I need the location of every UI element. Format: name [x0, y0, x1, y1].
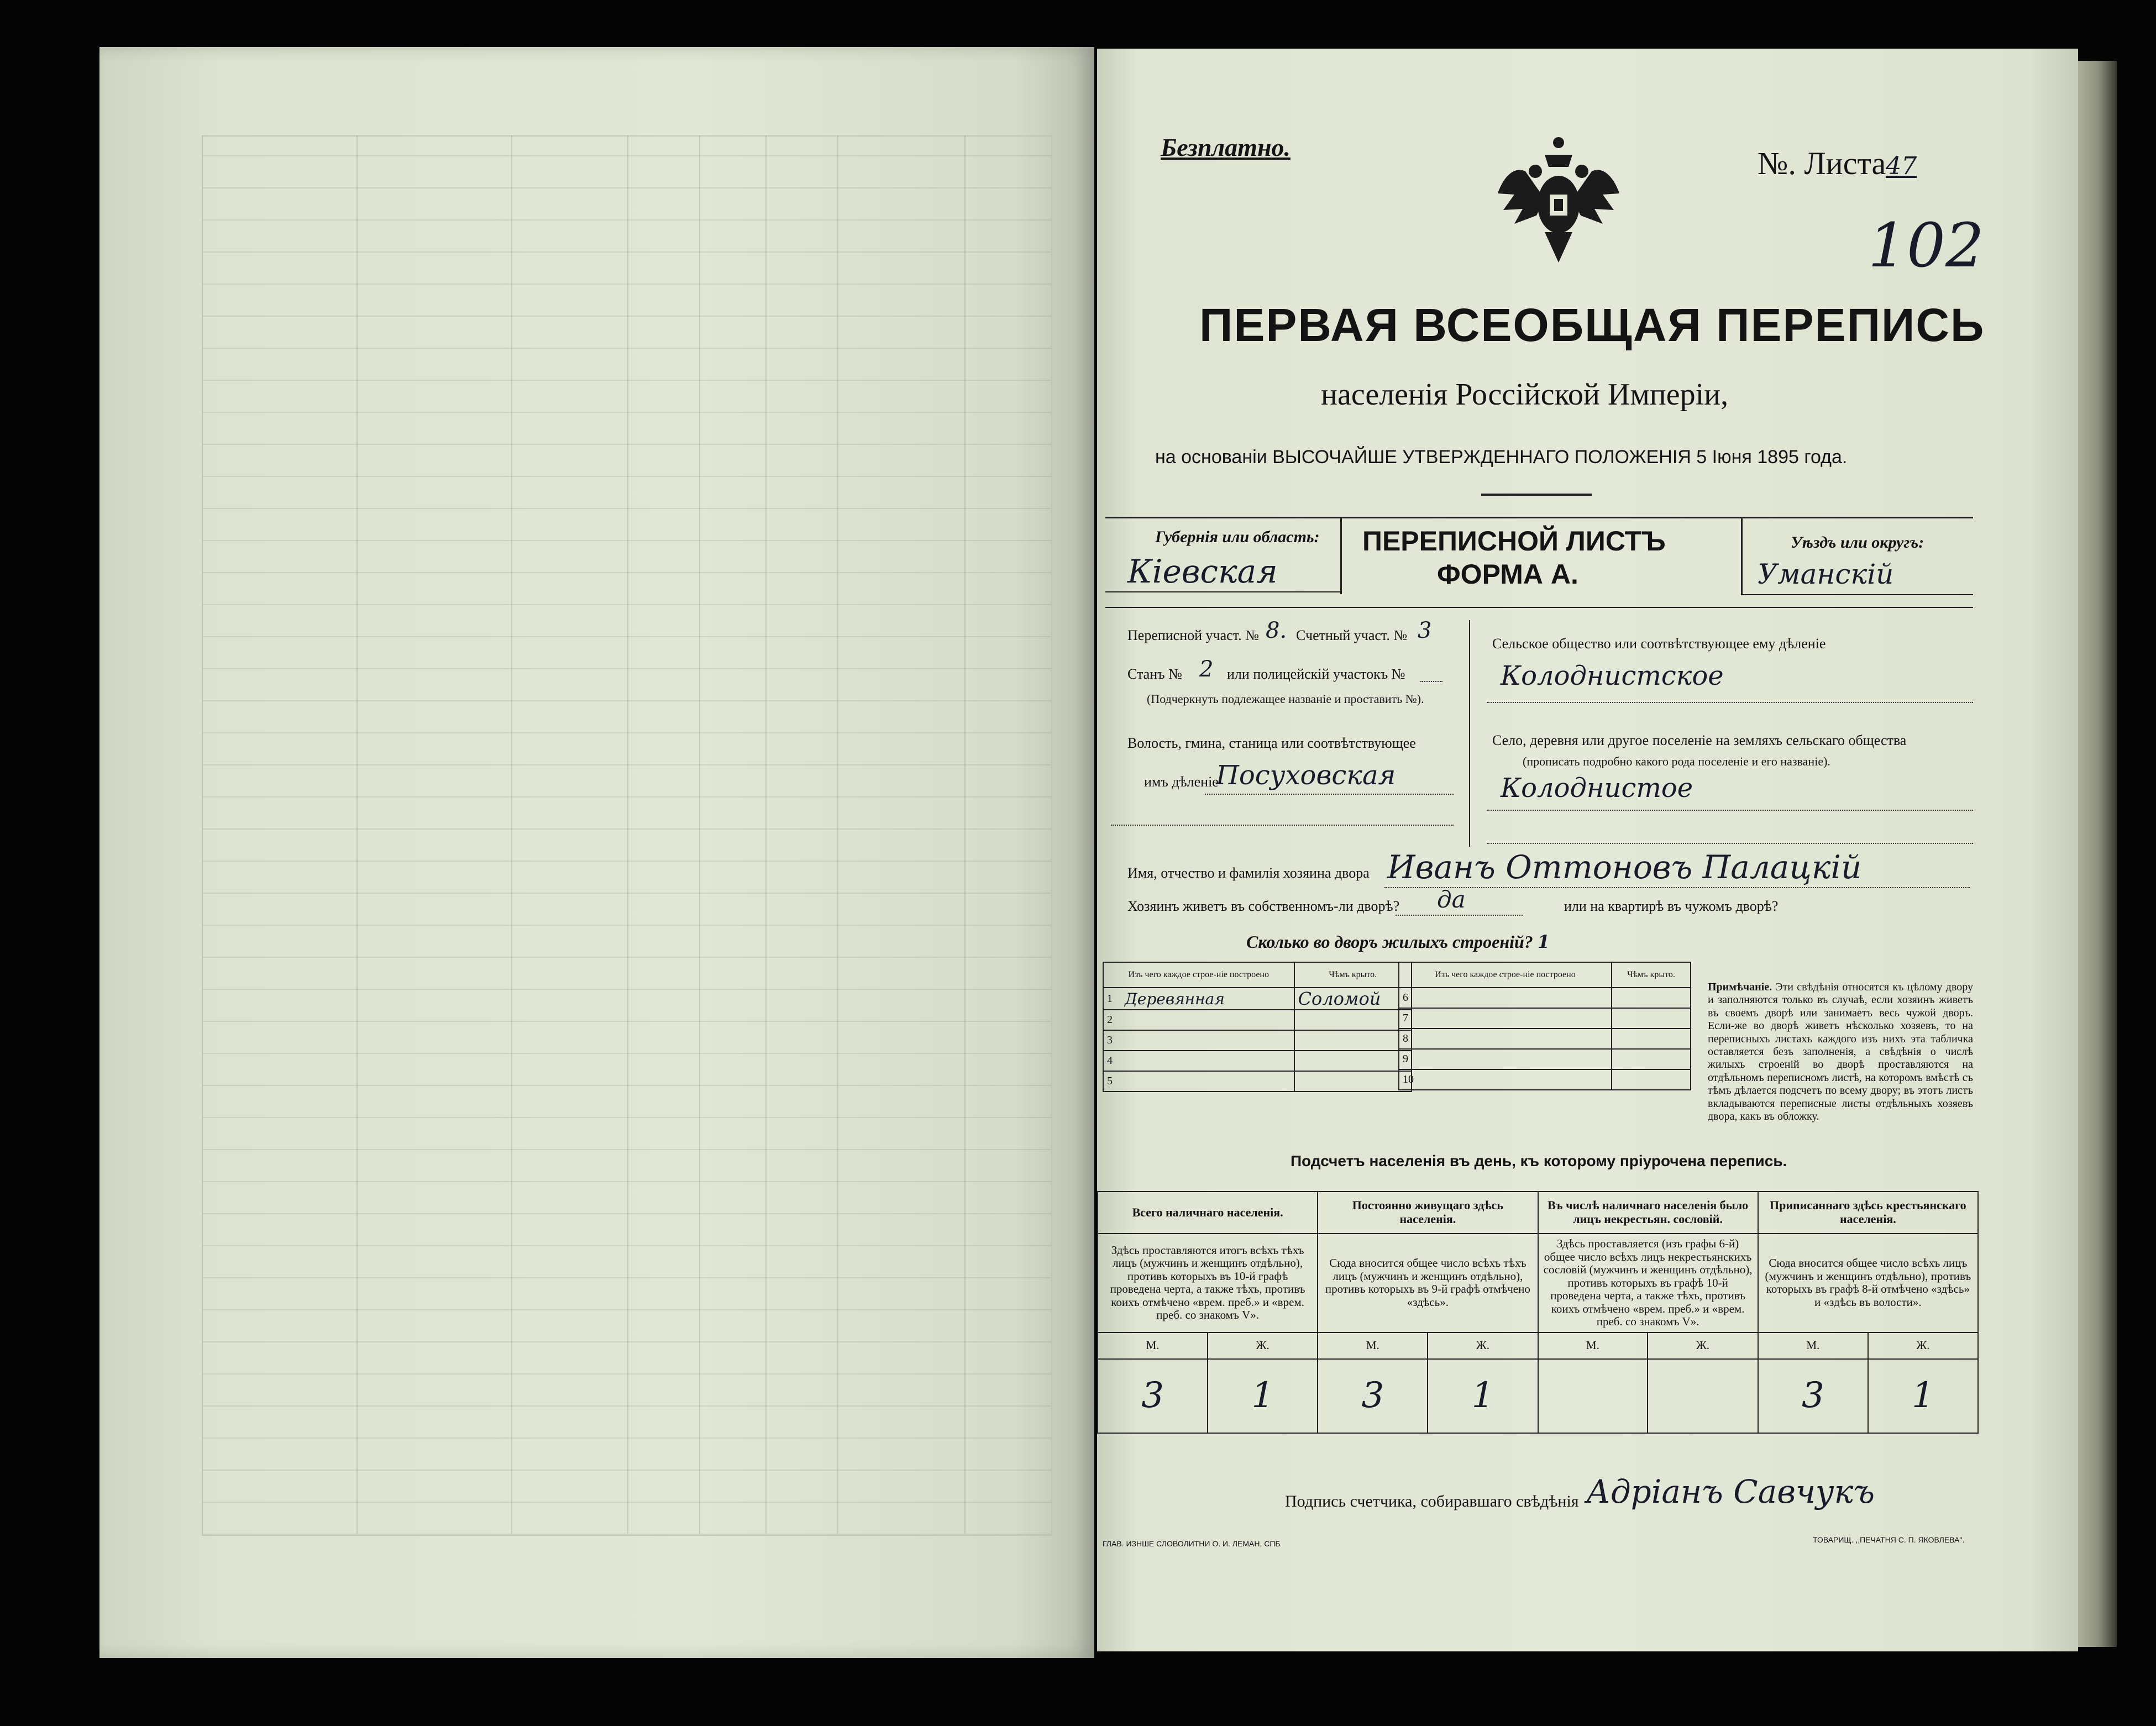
village-field: [1487, 810, 1973, 811]
owner-own-label: Хозяинъ живетъ въ собственномъ-ли дворѣ?: [1127, 898, 1400, 914]
owner-own-value: да: [1437, 886, 1466, 913]
village-field-2: [1487, 843, 1973, 844]
volost-value: Посуховская: [1216, 760, 1396, 791]
volost-field-2: [1111, 825, 1454, 826]
free-label: Безплатно.: [1161, 133, 1291, 161]
header-rule-bottom: [1105, 607, 1973, 608]
police-note: (Подчеркнуть подлежащее названіе и проставить №).: [1147, 692, 1424, 706]
volost-label-2: имъ дѣленіе: [1144, 774, 1219, 790]
signature-label: Подпись счетчика, собиравшаго свѣдѣнія: [1285, 1492, 1579, 1510]
guberniya-value: Кіевская: [1127, 553, 1278, 590]
buildings-table-right: [1398, 962, 1691, 1090]
perepisnoy-label: Переписной участ. №: [1127, 627, 1259, 643]
population-table: Всего наличнаго населенія. Постоянно живущаго здѣсь населенія. Въ числѣ наличнаго населенія было лицъ некрестьян. сословій. Приписаннаго здѣсь крестьянскаго населенія. Здѣсь проставляются итогъ всѣхъ тѣхъ лицъ (мужчинъ и женщинъ отдѣльно), противъ которыхъ въ 10-й графѣ проведена черта, а также тѣхъ, противъ коихъ отмѣчено «врем. преб.» и «врем. преб. со знакомъ V». Сюда вносится общее число всѣхъ тѣхъ лицъ (мужчинъ и женщинъ отдѣльно), противъ которыхъ въ 9-й графѣ отмѣчено «здѣсь». Здѣсь проставляется (изъ графы 6-й) общее число всѣхъ лицъ некрестьянскихъ сословій (мужчинъ и женщинъ отдѣльно), противъ которыхъ въ графѣ 10-й проведена черта, а также тѣхъ, противъ коихъ отмѣчено «врем. преб.» и «врем. преб. со знакомъ V». Сюда вносится общее число всѣхъ лицъ (мужчинъ и женщинъ отдѣльно), противъ которыхъ въ графѣ 8-й отмѣчено «здѣсь» и «здѣсь въ волости». М. Ж. М. Ж. М. Ж. М. Ж. 3 1 3 1 3 1: [1097, 1191, 1979, 1434]
buildings-note: Примѣчаніе. Эти свѣдѣнія относятся къ цѣлому двору и заполняются только въ случаѣ, если хозяинъ живетъ въ своемъ дворѣ или занимаетъ весь чужой дворъ. Если-же во дворѣ живетъ нѣсколько хозяевъ, то на переписныхъ листахъ каждого изъ нихъ эта табличка оставляется безъ заполненія, а свѣдѣнія о числѣ жилыхъ строеній во дворѣ проставляются на отдѣльномъ переписномъ листѣ, на которомъ вмѣстѣ съ тѣмъ дѣлается подсчетъ по всему двору; въ этотъ листъ вкладываются переписные листы отдѣльныхъ хозяевъ двора, какъ въ обложку.: [1708, 981, 1973, 1122]
police-field: [1420, 681, 1442, 682]
total-female: 1: [1208, 1359, 1318, 1433]
population-caption: Подсчетъ населенія въ день, къ которому пріурочена перепись.: [1291, 1152, 1787, 1169]
table-row: 3: [1103, 1030, 1412, 1051]
volost-field: [1205, 794, 1454, 795]
uezd-label: Уѣздъ или округъ:: [1791, 533, 1924, 552]
village-value: Колоднистое: [1501, 773, 1693, 804]
uezd-rule: [1741, 594, 1973, 595]
buildings-label: Сколько во дворъ жилыхъ строеній? 1: [1246, 931, 1550, 952]
form-name: ФОРМА А.: [1437, 559, 1578, 590]
col-material: Изъ чего каждое строе-ніе построено: [1103, 962, 1294, 988]
sheet-no-label: №. Листа: [1758, 145, 1886, 181]
printer-right: ТОВАРИЩ. ,,ПЕЧАТНЯ С. П. ЯКОВЛЕВА''.: [1813, 1535, 1965, 1544]
printer-left: ГЛАВ. ИЗНШЕ СЛОВОЛИТНИ О. И. ЛЕМАН, СПБ: [1103, 1539, 1281, 1548]
owner-own-field: [1396, 915, 1523, 916]
table-row: 5: [1103, 1071, 1412, 1092]
nonpeasant-female: [1648, 1359, 1758, 1433]
volost-label-1: Волость, гмина, станица или соотвѣтствующее: [1127, 735, 1416, 751]
society-value: Колоднистское: [1501, 660, 1724, 691]
sheet-number: [1758, 145, 1917, 182]
uezd-value: Уманскій: [1758, 558, 1894, 590]
ornament-divider: [1481, 494, 1592, 496]
resident-male: 3: [1318, 1359, 1428, 1433]
sheet-title: ПЕРЕПИСНОЙ ЛИСТЪ: [1362, 526, 1666, 557]
schetny-value: 3: [1418, 618, 1432, 643]
table-row: 2: [1103, 1010, 1412, 1030]
guberniya-rule: [1105, 591, 1340, 592]
col-roof-2: Чѣмъ крыто.: [1612, 962, 1691, 988]
stan-label: Станъ №: [1127, 666, 1182, 682]
perepisnoy-value: 8.: [1266, 618, 1287, 643]
owner-name-field: [1384, 887, 1970, 888]
society-field: [1487, 702, 1973, 703]
table-row: 6: [1399, 988, 1691, 1008]
census-subtitle: населенія Россійской Имперіи,: [1321, 377, 1729, 412]
table-row: 4: [1103, 1051, 1412, 1071]
header-rule-top: [1105, 517, 1973, 518]
nonpeasant-male: [1538, 1359, 1648, 1433]
header-divider-left: [1340, 517, 1342, 594]
census-title: ПЕРВАЯ ВСЕОБЩАЯ ПЕРЕПИСЬ: [1199, 299, 1985, 351]
owner-name-label: Имя, отчество и фамилія хозяина двора: [1127, 865, 1370, 881]
table-row: 8: [1399, 1029, 1691, 1049]
buildings-table-left: [1103, 962, 1412, 1092]
col-material-2: Изъ чего каждое строе-ніе построено: [1399, 962, 1612, 988]
table-row: 7: [1399, 1008, 1691, 1029]
ghost-columns: [202, 135, 1050, 1534]
owner-name-value: Иванъ Оттоновъ Палацкій: [1387, 848, 1862, 886]
schetny-label: Счетный участ. №: [1296, 627, 1408, 643]
table-row: 10: [1399, 1069, 1691, 1090]
owner-rent-label: или на квартирѣ въ чужомъ дворѣ?: [1564, 898, 1779, 914]
header-divider-right: [1741, 517, 1743, 594]
census-decree: на основаніи ВЫСОЧАЙШЕ УТВЕРЖДЕННАГО ПОЛОЖЕНІЯ 5 Іюня 1895 года.: [1155, 447, 1848, 468]
sheet-no-handwritten: 102: [1868, 210, 1984, 281]
resident-female: 1: [1428, 1359, 1538, 1433]
sheet-no-value: 47: [1886, 152, 1917, 180]
village-label: Село, деревня или другое поселеніе на земляхъ сельскаго общества: [1492, 732, 1907, 748]
peasant-male: 3: [1758, 1359, 1868, 1433]
imperial-eagle-icon: [1492, 133, 1625, 265]
guberniya-label: Губернія или область:: [1155, 528, 1320, 546]
village-note: (прописать подробно какого рода поселеніе и его названіе).: [1523, 754, 1830, 768]
signature-value: Адріанъ Савчукъ: [1586, 1473, 1875, 1510]
society-label: Сельское общество или соотвѣтствующее ему дѣленіе: [1492, 636, 1826, 652]
stan-value: 2: [1199, 657, 1214, 682]
table-row: 9: [1399, 1049, 1691, 1069]
district-divider: [1469, 620, 1470, 847]
buildings-value: 1: [1537, 931, 1550, 952]
col-roof: Чѣмъ крыто.: [1294, 962, 1412, 988]
total-male: 3: [1098, 1359, 1208, 1433]
left-page: [99, 47, 1094, 1658]
table-row: 1 Деревянная Соломой: [1103, 988, 1412, 1010]
police-label: или полицейскій участокъ №: [1227, 666, 1405, 682]
peasant-female: 1: [1868, 1359, 1978, 1433]
